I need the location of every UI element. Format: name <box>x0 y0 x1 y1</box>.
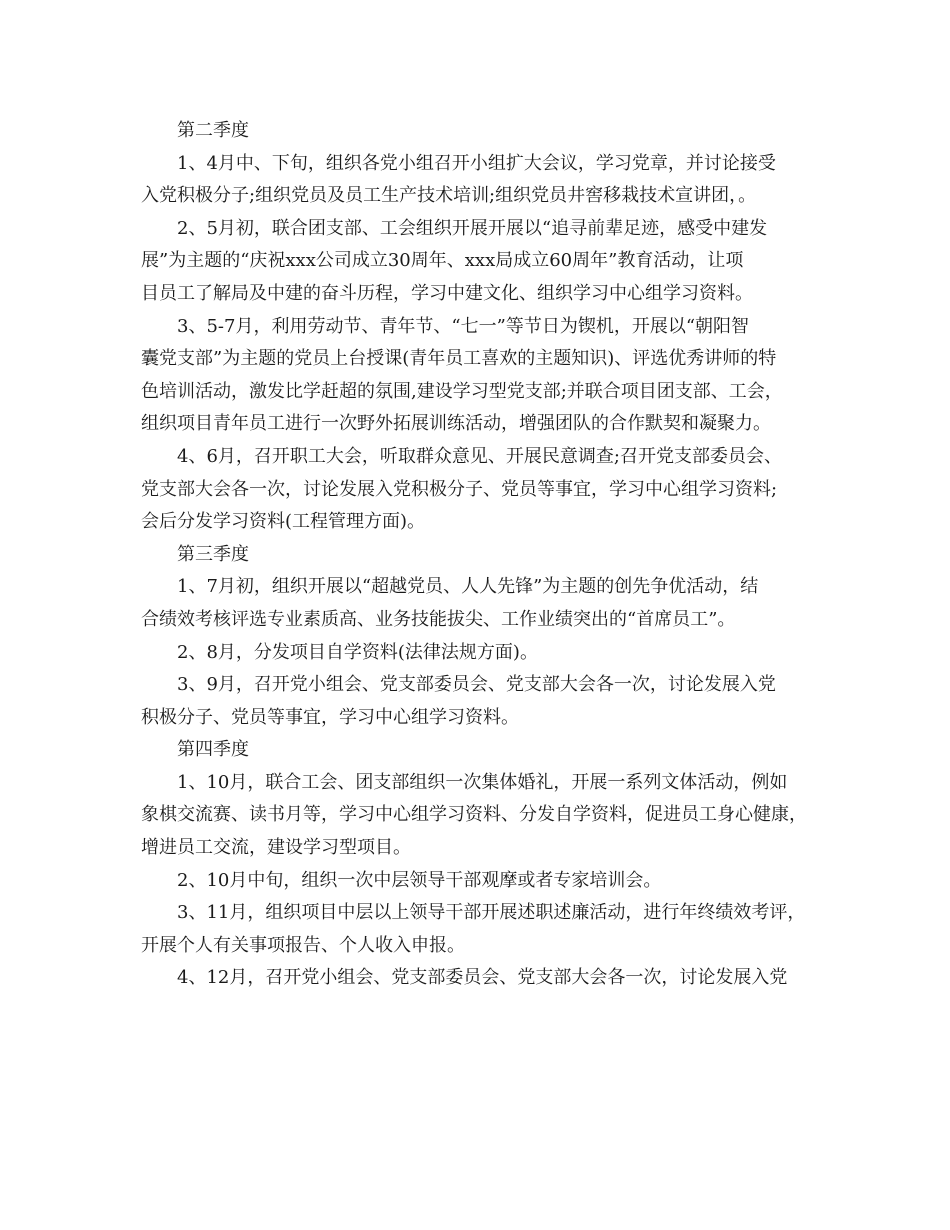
paragraph-line: 增进员工交流，建设学习型项目。 <box>141 837 411 859</box>
document-body <box>141 115 813 995</box>
paragraph-line: 色培训活动，激发比学赶超的氛围,建设学习型党支部;并联合项目团支部、工会， <box>141 380 783 402</box>
paragraph-line: 组织项目青年员工进行一次野外拓展训练活动，增强团队的合作默契和凝聚力。 <box>141 413 771 435</box>
paragraph-line: 1、10月，联合工会、团支部组织一次集体婚礼，开展一系列文体活动，例如 <box>177 771 788 793</box>
paragraph-line: 2、5月初，联合团支部、工会组织开展开展以“追寻前辈足迹，感受中建发 <box>177 217 768 239</box>
paragraph-line: 目员工了解局及中建的奋斗历程，学习中建文化、组织学习中心组学习资料。 <box>141 282 753 304</box>
paragraph-line: 积极分子、党员等事宜，学习中心组学习资料。 <box>141 706 519 728</box>
heading-q3: 第三季度 <box>177 543 249 565</box>
heading-q2: 第二季度 <box>177 120 249 141</box>
paragraph-line: 象棋交流赛、读书月等，学习中心组学习资料、分发自学资料，促进员工身心健康， <box>141 804 807 826</box>
heading-q4: 第四季度 <box>177 739 249 761</box>
paragraph-line: 4、12月，召开党小组会、党支部委员会、党支部大会各一次，讨论发展入党 <box>177 967 788 989</box>
paragraph-line: 3、9月，召开党小组会、党支部委员会、党支部大会各一次，讨论发展入党 <box>177 674 776 696</box>
paragraph-line: 1、7月初，组织开展以“超越党员、人人先锋”为主题的创先争优活动，结 <box>177 576 759 598</box>
paragraph-line: 合绩效考核评选专业素质高、业务技能拔尖、工作业绩突出的“首席员工”。 <box>141 608 736 630</box>
paragraph-line: 党支部大会各一次，讨论发展入党积极分子、党员等事宜，学习中心组学习资料; <box>141 478 778 500</box>
paragraph-line: 2、10月中旬，组织一次中层领导干部观摩或者专家培训会。 <box>177 869 662 891</box>
paragraph-line: 开展个人有关事项报告、个人收入申报。 <box>141 934 465 956</box>
paragraph-line: 展”为主题的“庆祝xxx公司成立30周年、xxx局成立60周年”教育活动，让项 <box>141 250 744 272</box>
paragraph-line: 会后分发学习资料(工程管理方面)。 <box>141 511 426 533</box>
paragraph-line: 3、5-7月，利用劳动节、青年节、“七一”等节日为锲机，开展以“朝阳智 <box>177 315 750 337</box>
paragraph-line: 入党积极分子;组织党员及员工生产技术培训;组织党员井窖移栽技术宣讲团，。 <box>141 185 757 207</box>
paragraph-line: 4、6月，召开职工大会，听取群众意见、开展民意调查;召开党支部委员会、 <box>177 445 782 467</box>
paragraph-line: 囊党支部”为主题的党员上台授课(青年员工喜欢的主题知识)、评选优秀讲师的特 <box>141 348 777 370</box>
paragraph-line: 1、4月中、下旬，组织各党小组召开小组扩大会议，学习党章，并讨论接受 <box>177 152 776 174</box>
paragraph-line: 2、8月，分发项目自学资料(法律法规方面)。 <box>177 641 538 663</box>
paragraph-line: 3、11月，组织项目中层以上领导干部开展述职述廉活动，进行年终绩效考评， <box>177 902 806 924</box>
